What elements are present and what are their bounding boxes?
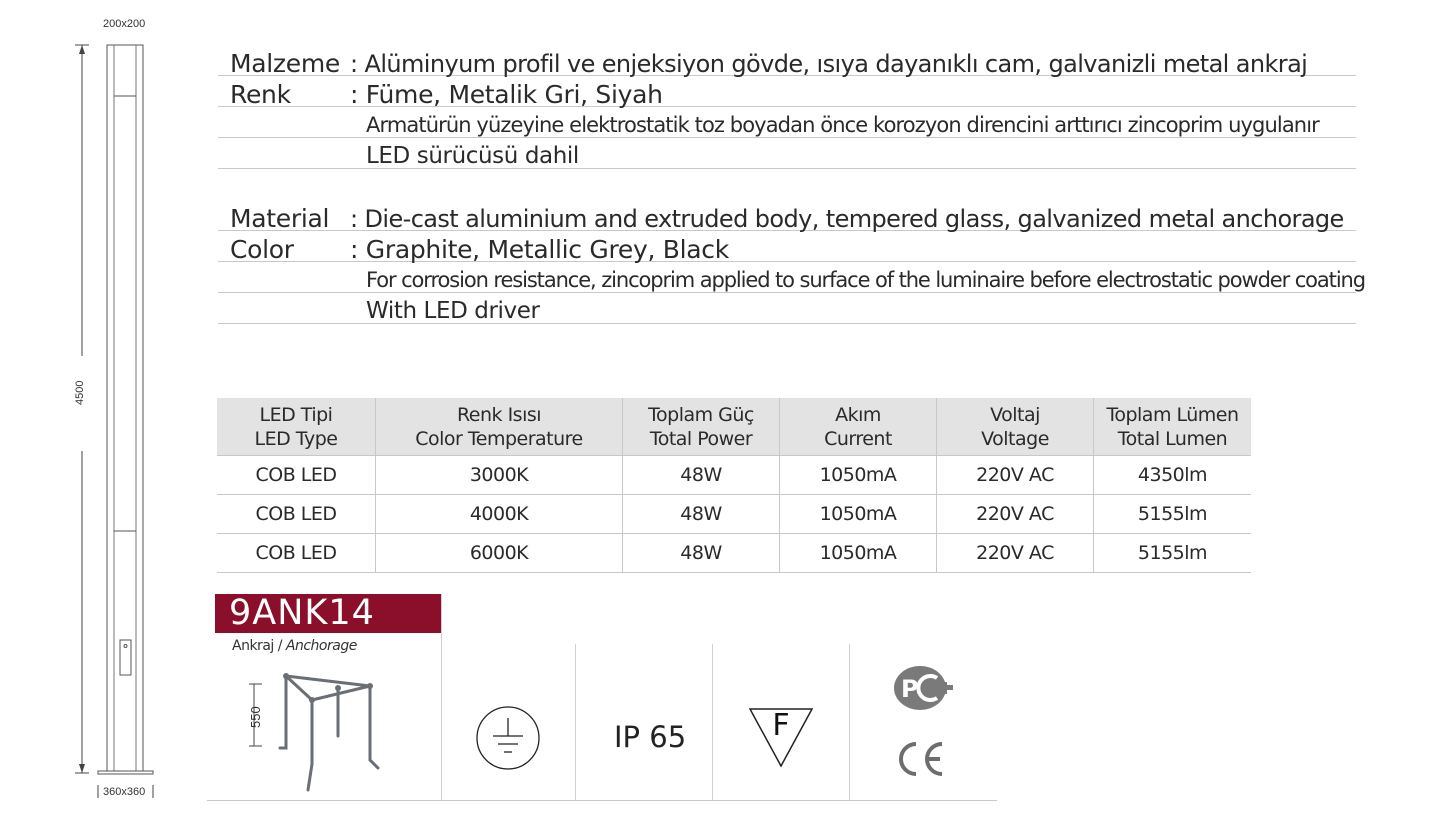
cell-led-type: COB LED bbox=[217, 495, 376, 534]
pole-height-dimension: 4500 bbox=[74, 380, 86, 405]
cell-total-power: 48W bbox=[623, 456, 780, 495]
table-row bbox=[217, 495, 1251, 534]
bottom-rule bbox=[207, 800, 997, 801]
spec-color-tr: Renk : Füme, Metalik Gri, Siyah bbox=[230, 80, 663, 109]
header-led-type: LED Tipi LED Type bbox=[217, 398, 376, 456]
spec-material-tr: Malzeme : Alüminyum profil ve enjeksiyon gövde, ısıya dayanıklı cam, galvanizli metal ankraj bbox=[230, 49, 1308, 78]
cell-total-lumen: 4350lm bbox=[1094, 456, 1252, 495]
header-color-temperature: Renk Isısı Color Temperature bbox=[376, 398, 623, 456]
earth-ground-icon bbox=[476, 706, 542, 772]
table-row bbox=[217, 534, 1251, 573]
cell-total-power: 48W bbox=[623, 495, 780, 534]
header-voltage: Voltaj Voltage bbox=[937, 398, 1094, 456]
header-current: Akım Current bbox=[780, 398, 937, 456]
cell-led-type: COB LED bbox=[217, 456, 376, 495]
pole-top-dimension: 200x200 bbox=[103, 18, 146, 30]
header-total-lumen: Toplam Lümen Total Lumen bbox=[1094, 398, 1252, 456]
spec-color-en: Color : Graphite, Metallic Grey, Black bbox=[230, 235, 729, 264]
anchorage-drawing bbox=[240, 664, 390, 794]
cell-voltage: 220V AC bbox=[937, 456, 1094, 495]
cell-total-lumen: 5155lm bbox=[1094, 495, 1252, 534]
product-code: 9ANK14 bbox=[215, 594, 441, 633]
pole-base-dimension: 360x360 bbox=[103, 786, 146, 798]
f-mark-icon bbox=[749, 708, 813, 768]
spec-note2-en: With LED driver bbox=[366, 298, 540, 324]
cell-total-lumen: 5155lm bbox=[1094, 534, 1252, 573]
spec-material-en: Material : Die-cast aluminium and extruded body, tempered glass, galvanized metal anchorage bbox=[230, 204, 1344, 233]
anchorage-dimension: 550 bbox=[248, 706, 263, 728]
cell-led-type: COB LED bbox=[217, 534, 376, 573]
cell-current: 1050mA bbox=[780, 534, 937, 573]
cell-color-temperature: 4000K bbox=[376, 495, 623, 534]
ip-rating: IP 65 bbox=[614, 720, 687, 754]
anchorage-label: Ankraj / Anchorage bbox=[232, 638, 357, 654]
cell-voltage: 220V AC bbox=[937, 495, 1094, 534]
ce-mark-icon bbox=[896, 740, 948, 778]
table-header-row bbox=[217, 398, 1251, 456]
f-mark-letter: F bbox=[772, 708, 790, 743]
spec-note2-tr: LED sürücüsü dahil bbox=[366, 143, 579, 169]
cell-current: 1050mA bbox=[780, 456, 937, 495]
svg-text:P: P bbox=[901, 675, 919, 703]
technical-table bbox=[217, 398, 1251, 573]
cell-current: 1050mA bbox=[780, 495, 937, 534]
cell-color-temperature: 3000K bbox=[376, 456, 623, 495]
spec-note1-tr: Armatürün yüzeyine elektrostatik toz boyadan önce korozyon direncini arttırıcı zincoprim uygulanır bbox=[366, 113, 1319, 137]
table-row bbox=[217, 456, 1251, 495]
cell-color-temperature: 6000K bbox=[376, 534, 623, 573]
spec-note1-en: For corrosion resistance, zincoprim applied to surface of the luminaire before electrostatic powder coating bbox=[366, 268, 1365, 292]
cell-total-power: 48W bbox=[623, 534, 780, 573]
cell-voltage: 220V AC bbox=[937, 534, 1094, 573]
pole-outline bbox=[60, 40, 170, 810]
header-total-power: Toplam Güç Total Power bbox=[623, 398, 780, 456]
pct-certification-icon bbox=[893, 665, 955, 711]
